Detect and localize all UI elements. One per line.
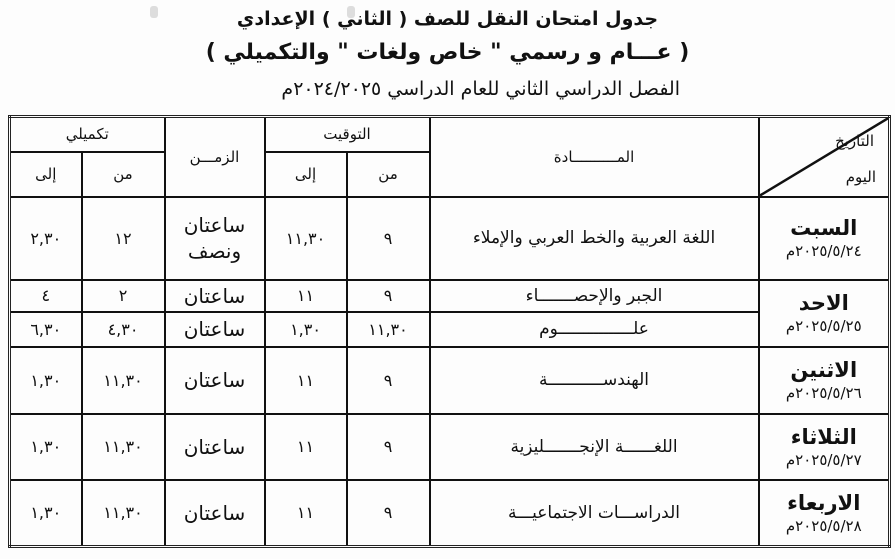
subject-cell: علـــــــــــــــوم (430, 312, 759, 347)
day-name: الثلاثاء (790, 424, 857, 449)
day-cell (759, 280, 890, 347)
timing-header: التوقيت (265, 117, 430, 152)
subject-cell: اللغــــــة الإنجـــــــليزية (430, 414, 759, 480)
supp-from-cell: ٢ (82, 280, 165, 312)
subject-header: المــــــــــادة (430, 117, 759, 197)
supp-to-cell: ١,٣٠ (10, 347, 82, 414)
duration-cell: ساعتان (165, 347, 265, 414)
from-cell: ٩ (347, 197, 430, 280)
supp-from-cell: ١١,٣٠ (82, 480, 165, 547)
day-cell (759, 347, 890, 414)
from-cell: ١١,٣٠ (347, 312, 430, 347)
duration-cell: ساعتان ونصف (165, 197, 265, 280)
to-cell: ١١ (265, 414, 347, 480)
supp-from-cell: ١١,٣٠ (82, 347, 165, 414)
supp-to-cell: ١,٣٠ (10, 414, 82, 480)
exam-date: ٢٠٢٥/٥/٢٦م (785, 384, 862, 402)
supplementary-header: تكميلي (10, 117, 165, 152)
day-name: الاحد (798, 291, 849, 315)
day-date-header (759, 117, 890, 197)
from-cell: ٩ (347, 280, 430, 312)
supp-from-header: من (82, 152, 165, 197)
date-header-label: التاريخ (835, 132, 875, 150)
from-cell: ٩ (347, 347, 430, 414)
table-row (10, 347, 890, 414)
subject-cell: اللغة العربية والخط العربي والإملاء (430, 197, 759, 280)
day-header-label: اليوم (845, 167, 877, 186)
exam-date: ٢٠٢٥/٥/٢٥م (785, 317, 862, 335)
day-cell (759, 480, 890, 547)
header-row-1 (10, 117, 890, 152)
subject-cell: الدراســـات الاجتماعيـــة (430, 480, 759, 547)
to-cell: ١١ (265, 480, 347, 547)
to-cell: ١١,٣٠ (265, 197, 347, 280)
table-row (10, 197, 890, 280)
supp-to-cell: ٦,٣٠ (10, 312, 82, 347)
duration-cell: ساعتان (165, 480, 265, 547)
table-row (10, 312, 890, 347)
title-line-3: الفصل الدراسي الثاني للعام الدراسي ٢٠٢٤/٢٠٢٥م (281, 78, 680, 100)
duration-cell: ساعتان (165, 414, 265, 480)
exam-schedule-table (8, 115, 891, 548)
title-line-1: جدول امتحان النقل للصف ( الثاني ) الإعدادي (236, 8, 659, 30)
supp-to-cell: ٢,٣٠ (10, 197, 82, 280)
exam-date: ٢٠٢٥/٥/٢٤م (785, 242, 862, 260)
duration-cell: ساعتان (165, 312, 265, 347)
to-cell: ١١ (265, 347, 347, 414)
day-name: السبت (790, 216, 858, 240)
exam-date: ٢٠٢٥/٥/٢٧م (785, 450, 862, 469)
duration-cell: ساعتان (165, 280, 265, 312)
timing-from-header: من (347, 152, 430, 197)
supp-to-cell: ١,٣٠ (10, 480, 82, 547)
day-cell (759, 414, 890, 480)
supp-to-header: إلى (10, 152, 82, 197)
table-row (10, 480, 890, 547)
subject-cell: الجبر والإحصـــــــاء (430, 280, 759, 312)
day-cell (759, 197, 890, 280)
exam-date: ٢٠٢٥/٥/٢٨م (785, 516, 862, 535)
supp-to-cell: ٤ (10, 280, 82, 312)
to-cell: ١,٣٠ (265, 312, 347, 347)
from-cell: ٩ (347, 480, 430, 547)
day-name: الاثنين (790, 358, 858, 382)
subject-cell: الهندســـــــــــة (430, 347, 759, 414)
day-name: الاربعاء (787, 490, 861, 515)
table-row (10, 280, 890, 312)
to-cell: ١١ (265, 280, 347, 312)
supp-from-cell: ٤,٣٠ (82, 312, 165, 347)
from-cell: ٩ (347, 414, 430, 480)
supp-from-cell: ١١,٣٠ (82, 414, 165, 480)
timing-to-header: إلى (265, 152, 347, 197)
table-row (10, 414, 890, 480)
title-line-2: ( عـــام و رسمي " خاص ولغات " والتكميلي ) (205, 40, 690, 65)
supp-from-cell: ١٢ (82, 197, 165, 280)
duration-header: الزمـــن (165, 117, 265, 197)
